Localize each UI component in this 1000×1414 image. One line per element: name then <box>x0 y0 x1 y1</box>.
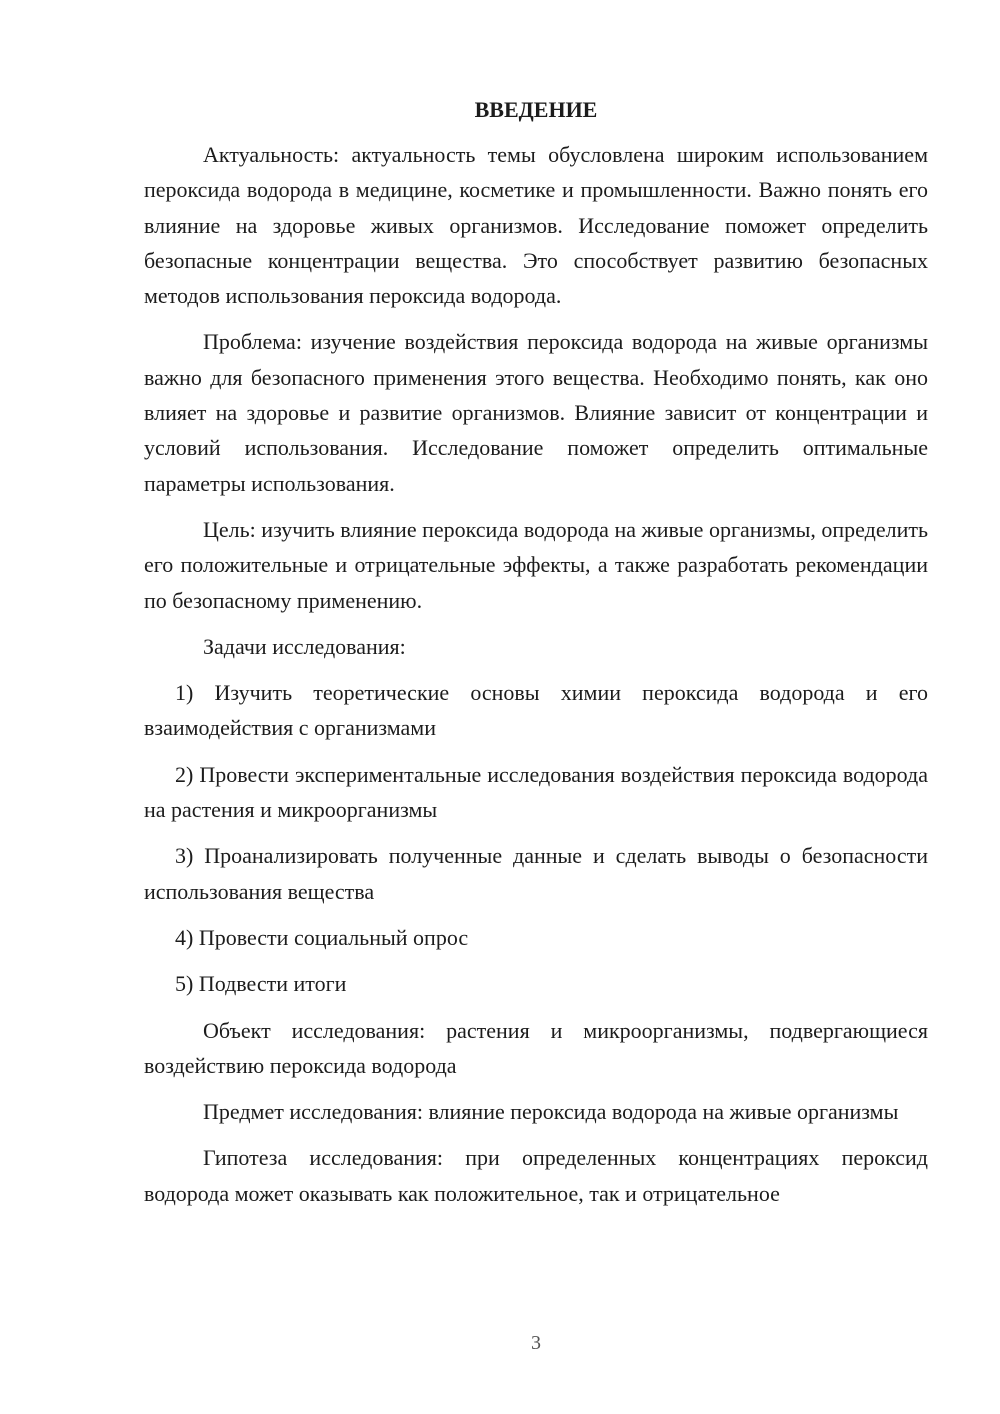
paragraph-problem: Проблема: изучение воздействия пероксида водорода на живые организмы важно для безопасного применения этого вещества. Необходимо понять, как оно влияет на здоровье и развитие организмов. Влияние зависит от концентрации и условий использования. Исследование поможет определить оптимальные параметры использования. <box>144 329 928 496</box>
page-number: 3 <box>531 1332 541 1354</box>
paragraph-hypothesis: Гипотеза исследования: при определенных концентрациях пероксид водорода может оказывать как положительное, так и отрицательное <box>144 1145 928 1206</box>
section-title: ВВЕДЕНИЕ <box>474 97 598 122</box>
paragraph-goal: Цель: изучить влияние пероксида водорода на живые организмы, определить его положительные и отрицательные эффекты, а также разработать рекомендации по безопасному применению. <box>144 516 928 613</box>
paragraph-relevance: Актуальность: актуальность темы обусловлена широким использованием пероксида водорода в медицине, косметике и промышленности. Важно понять его влияние на здоровье живых организмов. Исследование поможет определить безопасные концентрации вещества. Это способствует развитию безопасных методов использования пероксида водорода. <box>144 142 928 309</box>
text-block <box>144 93 928 1222</box>
task-item: 1) Изучить теоретические основы химии пероксида водорода и его взаимодействия с организмами <box>144 680 928 741</box>
task-item: 4) Провести социальный опрос <box>175 924 469 950</box>
paragraph-tasks-heading: Задачи исследования: <box>203 633 406 659</box>
task-item: 2) Провести экспериментальные исследования воздействия пероксида водорода на растения и микроорганизмы <box>144 761 928 823</box>
paragraph-object: Объект исследования: растения и микроорганизмы, подвергающиеся воздействию пероксида водорода <box>144 1017 928 1078</box>
task-item: 3) Проанализировать полученные данные и сделать выводы о безопасности использования вещества <box>144 843 928 904</box>
paragraph-subject: Предмет исследования: влияние пероксида водорода на живые организмы <box>203 1099 899 1125</box>
task-item: 5) Подвести итоги <box>175 971 347 997</box>
